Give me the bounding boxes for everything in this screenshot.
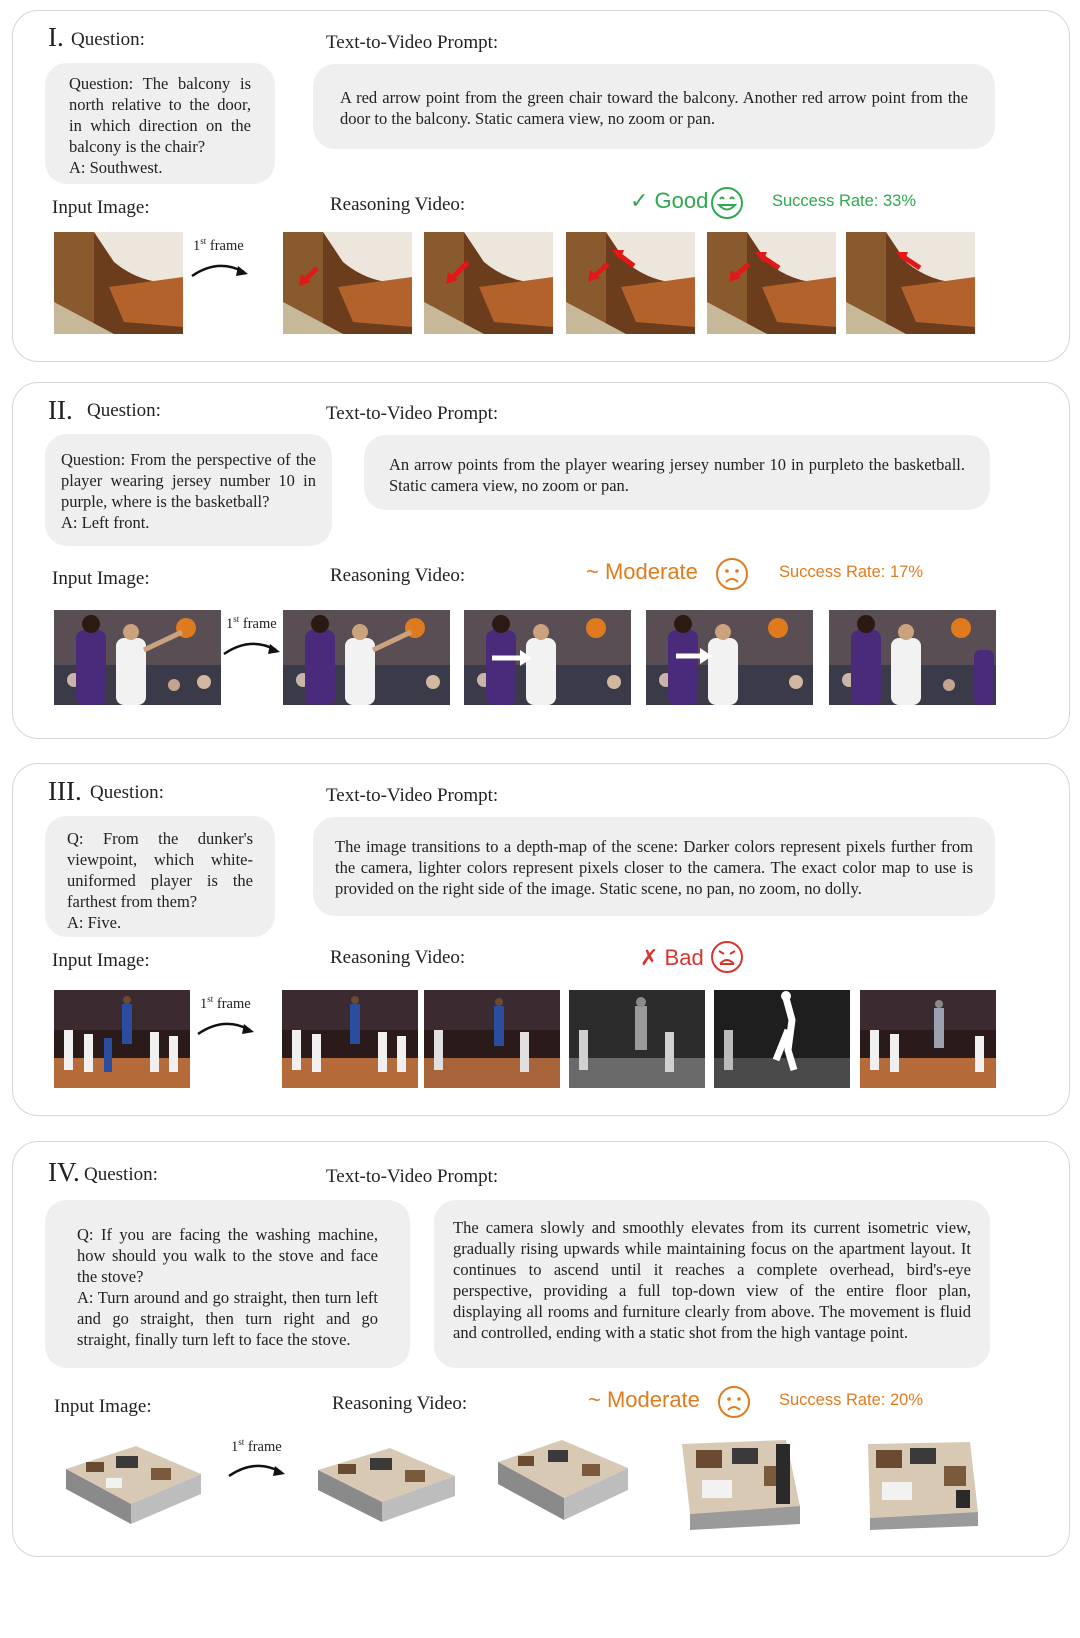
panel-2-numeral: II. [48,395,73,425]
panel-2-verdict: ~ Moderate [586,559,698,584]
panel-1-prompt-bubble [313,64,995,149]
curved-arrow-icon [222,636,284,658]
panel-1-question-label: Question: [71,29,145,50]
curved-arrow-icon [196,1016,258,1038]
panel-1-question-text: Question: The balcony is north relative to the door, in which direction on the balcony is the chair? A: Southwest. [69,74,251,177]
panel-4-question-label: Question: [84,1164,158,1185]
panel-3-input-label: Input Image: [52,950,150,971]
panel-4-question-bubble [45,1200,410,1368]
panel-4-video-label: Reasoning Video: [332,1393,468,1414]
panel-2-video-label: Reasoning Video: [330,565,466,586]
panel-3-video-frame-4 [714,990,850,1088]
sad-face-icon [715,557,749,591]
panel-2-prompt-bubble [364,435,990,510]
panel-3-numeral: III. [48,776,82,806]
panel-3-prompt-label: Text-to-Video Prompt: [326,785,499,806]
curved-arrow-icon [190,258,252,280]
panel-2-prompt-label: Text-to-Video Prompt: [326,403,499,424]
panel-1-question-bubble [45,63,275,184]
panel-2-video-frame-4 [829,610,996,705]
panel-2-frame-label: 1st frame [226,614,277,632]
panel-2-video-frame-2 [464,610,631,705]
panel-3-question-bubble [45,816,275,937]
panel-1-video-label: Reasoning Video: [330,194,466,215]
panel-4-question-text: Q: If you are facing the washing machine, how should you walk to the stove and face the stove? A: Turn around and go straight, then turn left and go straight, then turn right and go straight, finally turn left to face the stove. [77,1225,378,1349]
panel-3-verdict: ✗ Bad [640,945,704,970]
panel-1-video-frame-4 [707,232,836,334]
panel-1-prompt-text: A red arrow point from the green chair toward the balcony. Another red arrow point from the door to the balcony. Static camera view, no zoom or pan. [340,88,973,128]
panel-3-question-text: Q: From the dunker's viewpoint, which white-uniformed player is the farthest from them? A: Five. [67,829,253,932]
panel-1-frame-label: 1st frame [193,236,244,254]
panel-4-input-image [56,1434,206,1529]
panel-3-question-label: Question: [90,782,164,803]
panel-4-video-frame-1 [310,1440,460,1528]
panel-3-frame-label: 1st frame [200,994,251,1012]
panel-4-video-frame-3 [676,1436,806,1531]
panel-3-video-frame-2 [424,990,560,1088]
panel-2-input-label: Input Image: [52,568,150,589]
panel-1-video-frame-1 [283,232,412,334]
panel-2-video-frame-3 [646,610,813,705]
panel-4-input-label: Input Image: [54,1396,152,1417]
panel-1-video-frame-2 [424,232,553,334]
panel-1-input-label: Input Image: [52,197,150,218]
panel-1-input-image [54,232,183,334]
panel-3-input-image [54,990,190,1088]
curved-arrow-icon [227,1458,289,1480]
panel-1-prompt-label: Text-to-Video Prompt: [326,32,499,53]
panel-3-video-frame-5 [860,990,996,1088]
panel-2-input-image [54,610,221,705]
panel-4-verdict: ~ Moderate [588,1387,700,1412]
panel-2-question-label: Question: [87,400,161,421]
panel-4-video-frame-2 [492,1434,632,1528]
panel-3-prompt-bubble [313,817,995,916]
angry-face-icon [710,940,744,974]
panel-4-numeral: IV. [48,1157,80,1187]
panel-1-verdict: ✓ Good [630,188,709,213]
panel-3-prompt-text: The image transitions to a depth-map of the scene: Darker colors represent pixels further from the camera, lighter colors represent pixels closer to the camera. The exact color map to use is provided on the right side of the image. Static scene, no pan, no zoom, no dolly. [335,837,978,898]
panel-2-video-frame-1 [283,610,450,705]
panel-4-video-frame-4 [860,1438,984,1530]
panel-2-prompt-text: An arrow points from the player wearing jersey number 10 in purpleto the basketball. Static camera view, no zoom or pan. [389,455,970,495]
panel-3-video-frame-1 [282,990,418,1088]
panel-2-question-bubble [45,434,332,546]
panel-4-frame-label: 1st frame [231,1437,282,1455]
panel-1-success-rate: Success Rate: 33% [772,192,916,210]
panel-4-success-rate: Success Rate: 20% [779,1391,923,1409]
panel-4-prompt-label: Text-to-Video Prompt: [326,1166,499,1187]
panel-4-prompt-bubble [434,1200,990,1368]
panel-3-video-label: Reasoning Video: [330,947,466,968]
panel-2-question-text: Question: From the perspective of the player wearing jersey number 10 in purple, where is the basketball? A: Left front. [61,450,316,532]
panel-1-numeral: I. [48,22,64,52]
sad-face-icon [717,1385,751,1419]
happy-face-icon [710,186,744,220]
panel-2-success-rate: Success Rate: 17% [779,563,923,581]
panel-1-video-frame-5 [846,232,975,334]
panel-4-prompt-text: The camera slowly and smoothly elevates from its current isometric view, gradually rising upwards while maintaining focus on the apartment layout. It continues to ascend until it reaches a complete overhead, bird's-eye perspective, providing a full top-down view of the entire floor plan, displaying all rooms and furniture clearly from above. The movement is fluid and controlled, ending with a static shot from the high vantage point. [453,1218,976,1342]
panel-1-video-frame-3 [566,232,695,334]
panel-3-video-frame-3 [569,990,705,1088]
